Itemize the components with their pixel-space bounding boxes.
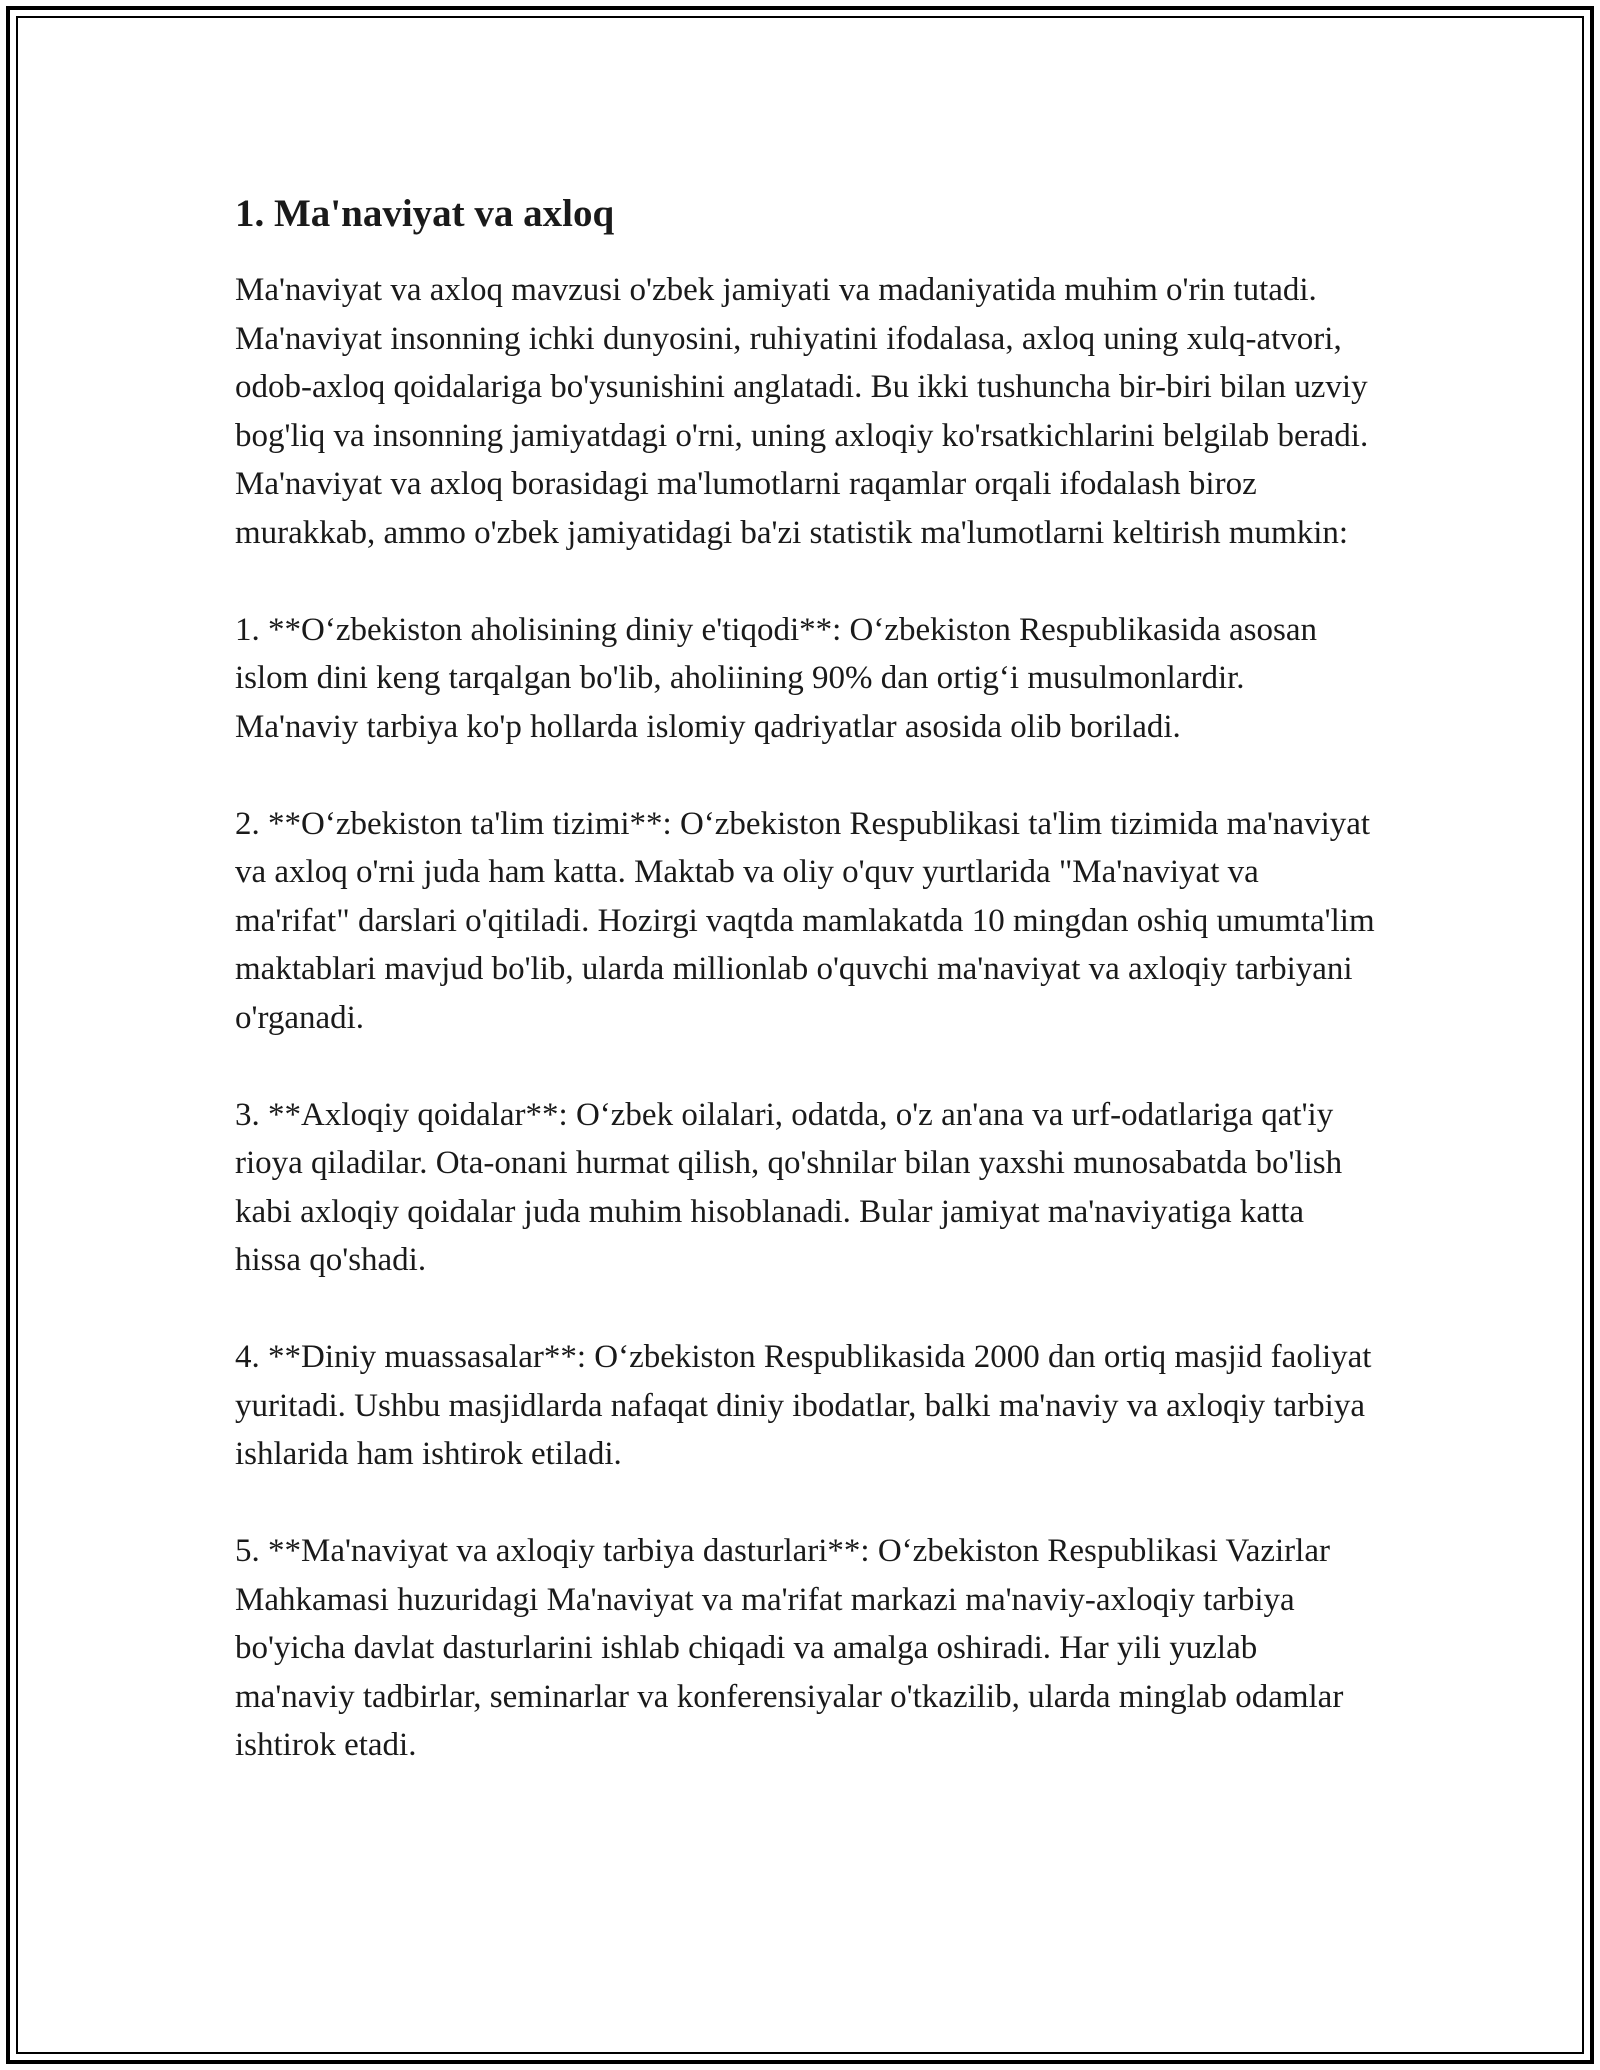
list-item-education-system: 2. **O‘zbekiston ta'lim tizimi**: O‘zbekiston Respublikasi ta'lim tizimida ma'naviyat va axloq o'rni juda ham katta. Maktab va oliy o'quv yurtlarida "Ma'naviyat va ma'rifat" darslari o'qitiladi. Hozirgi vaqtda mamlakatda 10 mingdan oshiq umumta'lim maktablari mavjud bo'lib, ularda millionlab o'quvchi ma'naviyat va axloqiy tarbiyani o'rganadi.: [235, 805, 1375, 1036]
list-item-religious-belief: 1. **O‘zbekiston aholisining diniy e'tiqodi**: O‘zbekiston Respublikasida asosan islom dini keng tarqalgan bo'lib, aholiining 90% dan ortig‘i musulmonlardir. Ma'naviy tarbiya ko'p hollarda islomiy qadriyatlar asosida olib boriladi.: [235, 611, 1317, 745]
document-body: [235, 186, 1375, 1770]
intro-paragraph: Ma'naviyat va axloq mavzusi o'zbek jamiyati va madaniyatida muhim o'rin tutadi. Ma'naviyat insonning ichki dunyosini, ruhiyatini ifodalasa, axloq uning xulq-atvori, odob-axloq qoidalariga bo'ysunishini anglatadi. Bu ikki tushuncha bir-biri bilan uzviy bog'liq va insonning jamiyatdagi o'rni, uning axloqiy ko'rsatkichlarini belgilab beradi. Ma'naviyat va axloq borasidagi ma'lumotlarni raqamlar orqali ifodalash biroz murakkab, ammo o'zbek jamiyatidagi ba'zi statistik ma'lumotlarni keltirish mumkin:: [235, 272, 1369, 551]
list-item-moral-rules: 3. **Axloqiy qoidalar**: O‘zbek oilalari, odatda, o'z an'ana va urf-odatlariga qat'iy rioya qiladilar. Ota-onani hurmat qilish, qo'shnilar bilan yaxshi munosabatda bo'lish kabi axloqiy qoidalar juda muhim hisoblanadi. Bular jamiyat ma'naviyatiga katta hissa qo'shadi.: [235, 1096, 1343, 1278]
list-item-religious-institutions: 4. **Diniy muassasalar**: O‘zbekiston Respublikasida 2000 dan ortiq masjid faoliyat yuritadi. Ushbu masjidlarda nafaqat diniy ibodatlar, balki ma'naviy va axloqiy tarbiya ishlarida ham ishtirok etiladi.: [235, 1339, 1372, 1472]
section-heading: 1. Ma'naviyat va axloq: [235, 192, 615, 235]
list-item-education-programs: 5. **Ma'naviyat va axloqiy tarbiya dasturlari**: O‘zbekiston Respublikasi Vazirlar Mahkamasi huzuridagi Ma'naviyat va ma'rifat markazi ma'naviy-axloqiy tarbiya bo'yicha davlat dasturlarini ishlab chiqadi va amalga oshiradi. Har yili yuzlab ma'naviy tadbirlar, seminarlar va konferensiyalar o'tkazilib, ularda minglab odamlar ishtirok etadi.: [235, 1533, 1344, 1763]
